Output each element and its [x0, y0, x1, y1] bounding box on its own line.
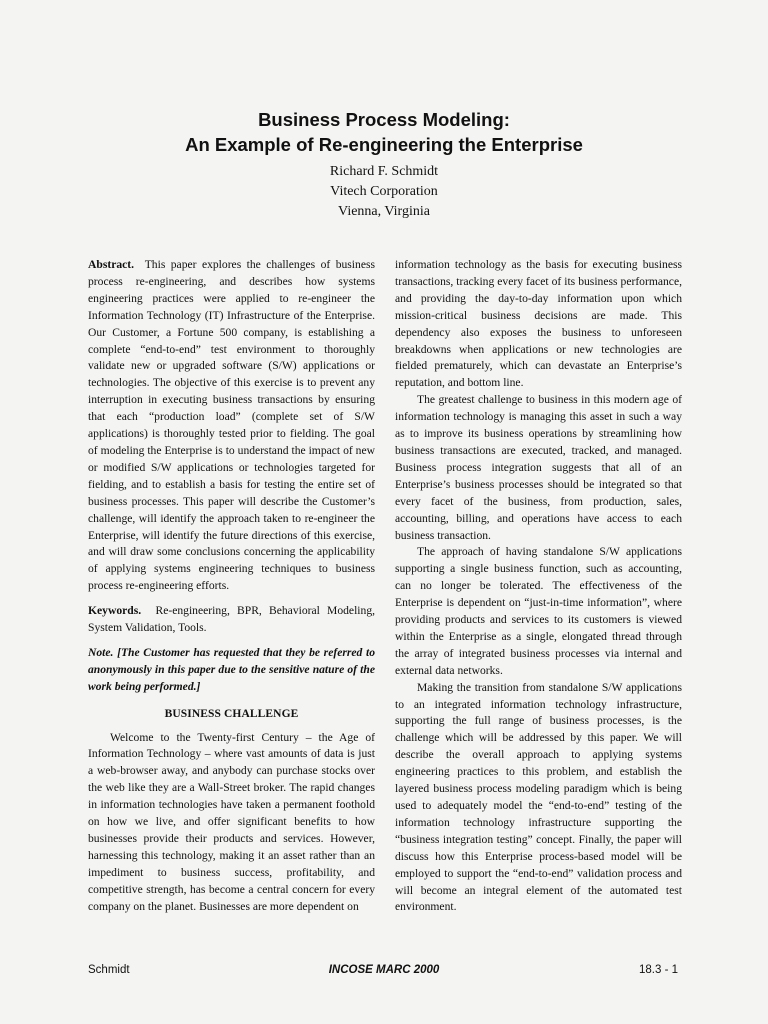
abstract-text: This paper explores the challenges of business process re-engineering, and describes how systems engineering practices were applied to re-engineer the Information Technology (IT) Infrastructure of the Enterprise. Our Customer, a Fortune 500 company, is establishing a complete “end-to-end” test environment to thoroughly validate new or upgraded software (S/W) applications or technologies. The objective of this exercise is to prevent any interruption in executing business transactions by ensuring that each “production load” (complete set of S/W applications) is thoroughly tested prior to fielding. The goal of modeling the Enterprise is to understand the impact of new or modified S/W applications or technologies targeted for fielding, and to establish a basis for testing the entire set of business processes. This paper will describe the Customer’s challenge, will identify the approach taken to re-engineer the Enterprise, will identify the future directions of this exercise, and will draw some conclusions concerning the applicability of applying systems engineering techniques to business process re-engineering efforts. [88, 258, 375, 593]
abstract-label: Abstract. [88, 258, 135, 271]
right-column [395, 257, 682, 916]
author-name: Richard F. Schmidt [329, 164, 439, 179]
body-paragraph-3: The approach of having standalone S/W applications supporting a single business function, such as accounting, can no longer be tolerated. The effectiveness of the Enterprise is dependent on “just-in-time information”, where providing products and services to its customers is viewed within the Enterprise as a single, elongated thread through the array of integrated business processes via internal and external data networks. [395, 545, 682, 677]
abstract-paragraph [88, 257, 375, 595]
footer-author: Schmidt [88, 964, 130, 976]
body-paragraph-2: The greatest challenge to business in this modern age of information technology is managing this asset in such a way as to improve its business operations by streamlining how business transactions are executed, tracked, and managed. Business process integration suggests that all of an Enterprise’s business processes should be integrated so that every facet of the business, from production, sales, accounting, billing, and operations have access to each business transaction. [395, 393, 682, 542]
footer-page-number: 18.3 - 1 [639, 964, 678, 976]
paper-title-line2: An Example of Re-engineering the Enterprise [185, 134, 583, 155]
keywords-label: Keywords. [88, 604, 142, 618]
body-paragraph-1-continued: information technology as the basis for executing business transactions, tracking every facet of its business performance, and providing the day-to-day information upon which mission-critical business decisions are made. This dependency also exposes the business to unforeseen breakdowns when applications or new technologies are fielded prematurely, which can devastate an Enterprise’s reputation, and bottom line. [395, 258, 682, 390]
author-organization: Vitech Corporation [330, 184, 438, 199]
body-paragraph-1-start: Welcome to the Twenty-first Century – the Age of Information Technology – where vast amounts of data is just a web-browser away, and anybody can purchase stocks over the web like they are a Wall-Street broker. The rapid changes in information technologies have taken a permanent foothold on how we live, and offer significant benefits to how businesses provide their products and services. However, harnessing this technology, making it an asset rather than an impediment to business success, profitability, and competitive strength, has become a central concern for every company on the planet. Businesses are more dependent on [88, 730, 375, 913]
left-column [88, 257, 375, 916]
keywords-text: Re-engineering, BPR, Behavioral Modeling, System Validation, Tools. [88, 604, 376, 635]
footer-conference: INCOSE MARC 2000 [328, 964, 440, 976]
paper-title-line1: Business Process Modeling: [258, 109, 510, 130]
body-paragraph-4: Making the transition from standalone S/W applications to an integrated information technology infrastructure, supporting the full range of business processes, is the challenge which will be addressed by this paper. We will describe the overall approach to applying systems engineering practices to this problem, and establish the layered business process modeling paradigm which is being used to adequately model the “end-to-end” testing of the information technology infrastructure supporting the “business integration testing” concept. Finally, the paper will discuss how this Enterprise process-based model will be employed to support the “end-to-end” validation process and will become an integral element of the automated test environment. [395, 680, 682, 914]
author-location: Vienna, Virginia [338, 204, 430, 219]
section-heading: BUSINESS CHALLENGE [164, 707, 299, 720]
anonymity-note: Note. [The Customer has requested that they be referred to anonymously in this paper due to the sensitive nature of the work being performed.] [88, 645, 375, 693]
keywords-paragraph [88, 603, 375, 637]
